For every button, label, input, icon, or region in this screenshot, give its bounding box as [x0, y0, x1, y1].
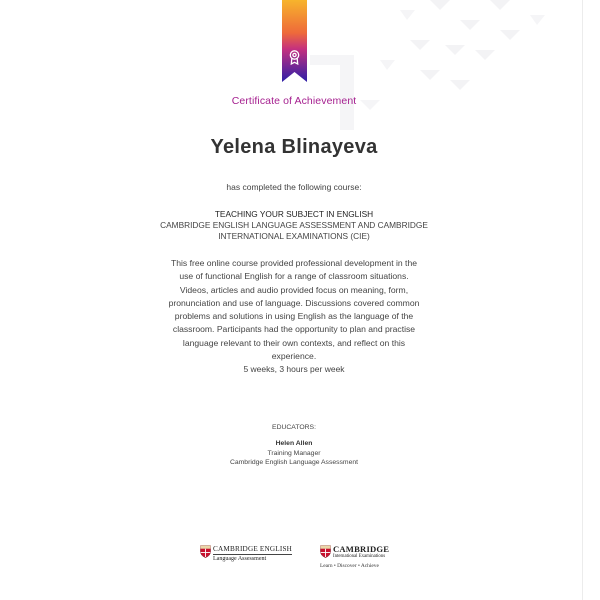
- cambridge-international-logo-line2: International Examinations: [333, 554, 386, 559]
- cambridge-international-logo: [320, 545, 389, 560]
- cambridge-tagline: Learn • Discover • Achieve: [320, 563, 379, 569]
- page-edge-divider: [582, 0, 583, 600]
- educators-label: EDUCATORS:: [272, 424, 316, 431]
- cambridge-international-logo-line1: CAMBRIDGE: [333, 544, 390, 554]
- completed-statement: has completed the following course:: [226, 182, 362, 192]
- cambridge-english-logo-line2: Language Assessment: [213, 554, 292, 563]
- course-organization: [0, 220, 588, 242]
- recipient-name: Yelena Blinayeva: [210, 136, 378, 158]
- cambridge-shield-icon: [320, 545, 331, 558]
- educator-role: Training Manager: [267, 450, 321, 457]
- educator-organization: Cambridge English Language Assessment: [229, 459, 359, 466]
- course-organization-line2: INTERNATIONAL EXAMINATIONS (CIE): [218, 231, 370, 241]
- certificate-title: Certificate of Achievement: [231, 95, 357, 107]
- course-title: TEACHING YOUR SUBJECT IN ENGLISH: [214, 209, 374, 219]
- award-ribbon: [282, 0, 307, 82]
- cambridge-english-logo: [200, 545, 292, 563]
- course-duration: 5 weeks, 3 hours per week: [243, 364, 345, 374]
- cambridge-english-logo-line1: CAMBRIDGE ENGLISH: [213, 545, 293, 553]
- educator-name: Helen Allen: [275, 440, 313, 447]
- course-organization-line1: CAMBRIDGE ENGLISH LANGUAGE ASSESSMENT AND CAMBRIDGE: [160, 220, 428, 230]
- course-description: This free online course provided professional development in the use of functional English for a range of classroom situations. Videos, articles and audio provided focus on meaning, form, pronunciation and use of language. Discussions covered common problems and solutions in using English as the language of the classroom. Participants had the opportunity to plan and practise language relevant to their own contexts, and reflect on this experience.: [168, 258, 420, 362]
- cambridge-shield-icon: [200, 545, 211, 558]
